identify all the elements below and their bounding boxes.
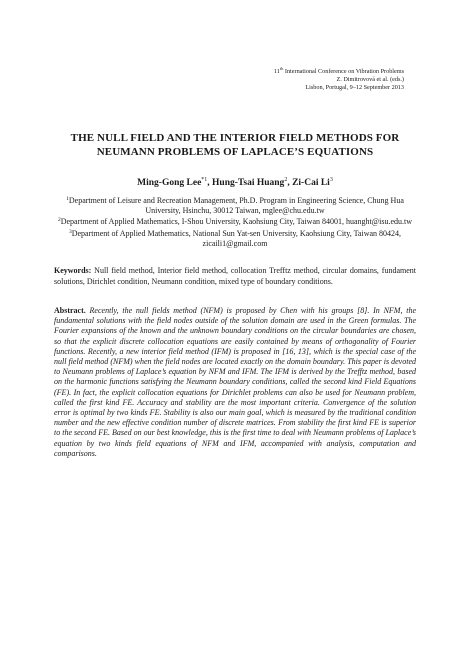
- conference-location: Lisbon, Portugal, 9–12 September 2013: [305, 84, 404, 91]
- author-separator: ,: [207, 178, 213, 188]
- author-name: Zi-Cai Li: [292, 178, 330, 188]
- affiliation-text: Department of Leisure and Recreation Management, Ph.D. Program in Engineering Science, Chung Hua University, Hsinchu, 30012 Taiwan, mglee@chu.edu.tw: [68, 196, 404, 216]
- author-mark: 3: [329, 177, 333, 183]
- author-mark: *1: [201, 177, 208, 183]
- affiliation-mark: 2: [57, 217, 61, 224]
- keywords-text: Null field method, Interior field method, collocation Trefftz method, circular domains, fundament solutions, Dirichlet condition, Neumann condition, mixed type of boundary conditions.: [54, 266, 416, 286]
- affiliation-mark: 1: [66, 196, 69, 202]
- conference-header: [54, 68, 416, 92]
- affiliation-list: [54, 196, 416, 249]
- title-line-2: NEUMANN PROBLEMS OF LAPLACE’S EQUATIONS: [96, 145, 374, 158]
- affiliation-text: Department of Applied Mathematics, National Sun Yat-sen University, Kaohsiung City, Taiwan 80424, zicaili1@gmail.com: [71, 228, 402, 248]
- author-name: Hung-Tsai Huang: [212, 178, 285, 188]
- conference-editors: Z. Dimitrovová et al. (eds.): [336, 76, 404, 83]
- abstract-label: Abstract.: [54, 306, 86, 316]
- conference-name: International Conference on Vibration Problems: [283, 68, 404, 75]
- abstract-section: [54, 306, 416, 459]
- affiliation: [54, 217, 416, 227]
- conference-ordinal: th: [279, 66, 284, 71]
- author-mark: 2: [284, 177, 288, 183]
- conference-number: 11: [273, 68, 280, 75]
- author-name: Ming-Gong Lee: [137, 178, 202, 188]
- paper-title: [54, 132, 416, 159]
- affiliation-text: Department of Applied Mathematics, I-Shou University, Kaohsiung City, Taiwan 84001, huanght@isu.edu.tw: [60, 217, 413, 227]
- author-list: [54, 178, 416, 188]
- keywords-label: Keywords:: [54, 266, 92, 276]
- abstract-text: Recently, the null fields method (NFM) is proposed by Chen with his groups [8]. In NFM, the fundamental solutions with the field nodes outside of the solution domain are used in the Green formulas. The Fourier expansions of the known and the unknown boundary conditions on the circular boundaries are chosen, so that the explicit discrete collocation equations are easily contained by means of orthogonality of Fourier functions. Recently, a new interior field method (IFM) is proposed in [16, 13], which is the special case of the null field method (NFM) when the field nodes are located exactly on the domain boundary. This paper is devoted to Neumann problems of Laplace’s equation by NFM and IFM. The IFM is derived by the Trefftz method, based on the harmonic functions satisfying the Neumann boundary conditions, called the second kind Field Equations (FE). In fact, the explicit collocation equations for Dirichlet problems can also be used for Neumann problem, called the first kind FE. Accuracy and stability are the most important criteria. Convergence of the solution error is optimal by two kinds FE. Stability is also our main goal, which is measured by the traditional condition number and the new effective condition number of discrete matrices. From stability the first kind FE is superior to the second FE. Based on our best knowledge, this is the first time to deal with Neumann problems of Laplace’s equation by two kinds field equations of NFM and IFM, accompanied with analysis, computation and comparisons.: [54, 306, 416, 458]
- affiliation-mark: 3: [68, 228, 72, 235]
- author-separator: ,: [287, 178, 293, 188]
- affiliation: [54, 229, 416, 249]
- keywords-section: [54, 266, 416, 287]
- title-line-1: THE NULL FIELD AND THE INTERIOR FIELD METHODS FOR: [70, 132, 400, 144]
- conference-line-1: [54, 68, 404, 76]
- affiliation: [54, 196, 416, 216]
